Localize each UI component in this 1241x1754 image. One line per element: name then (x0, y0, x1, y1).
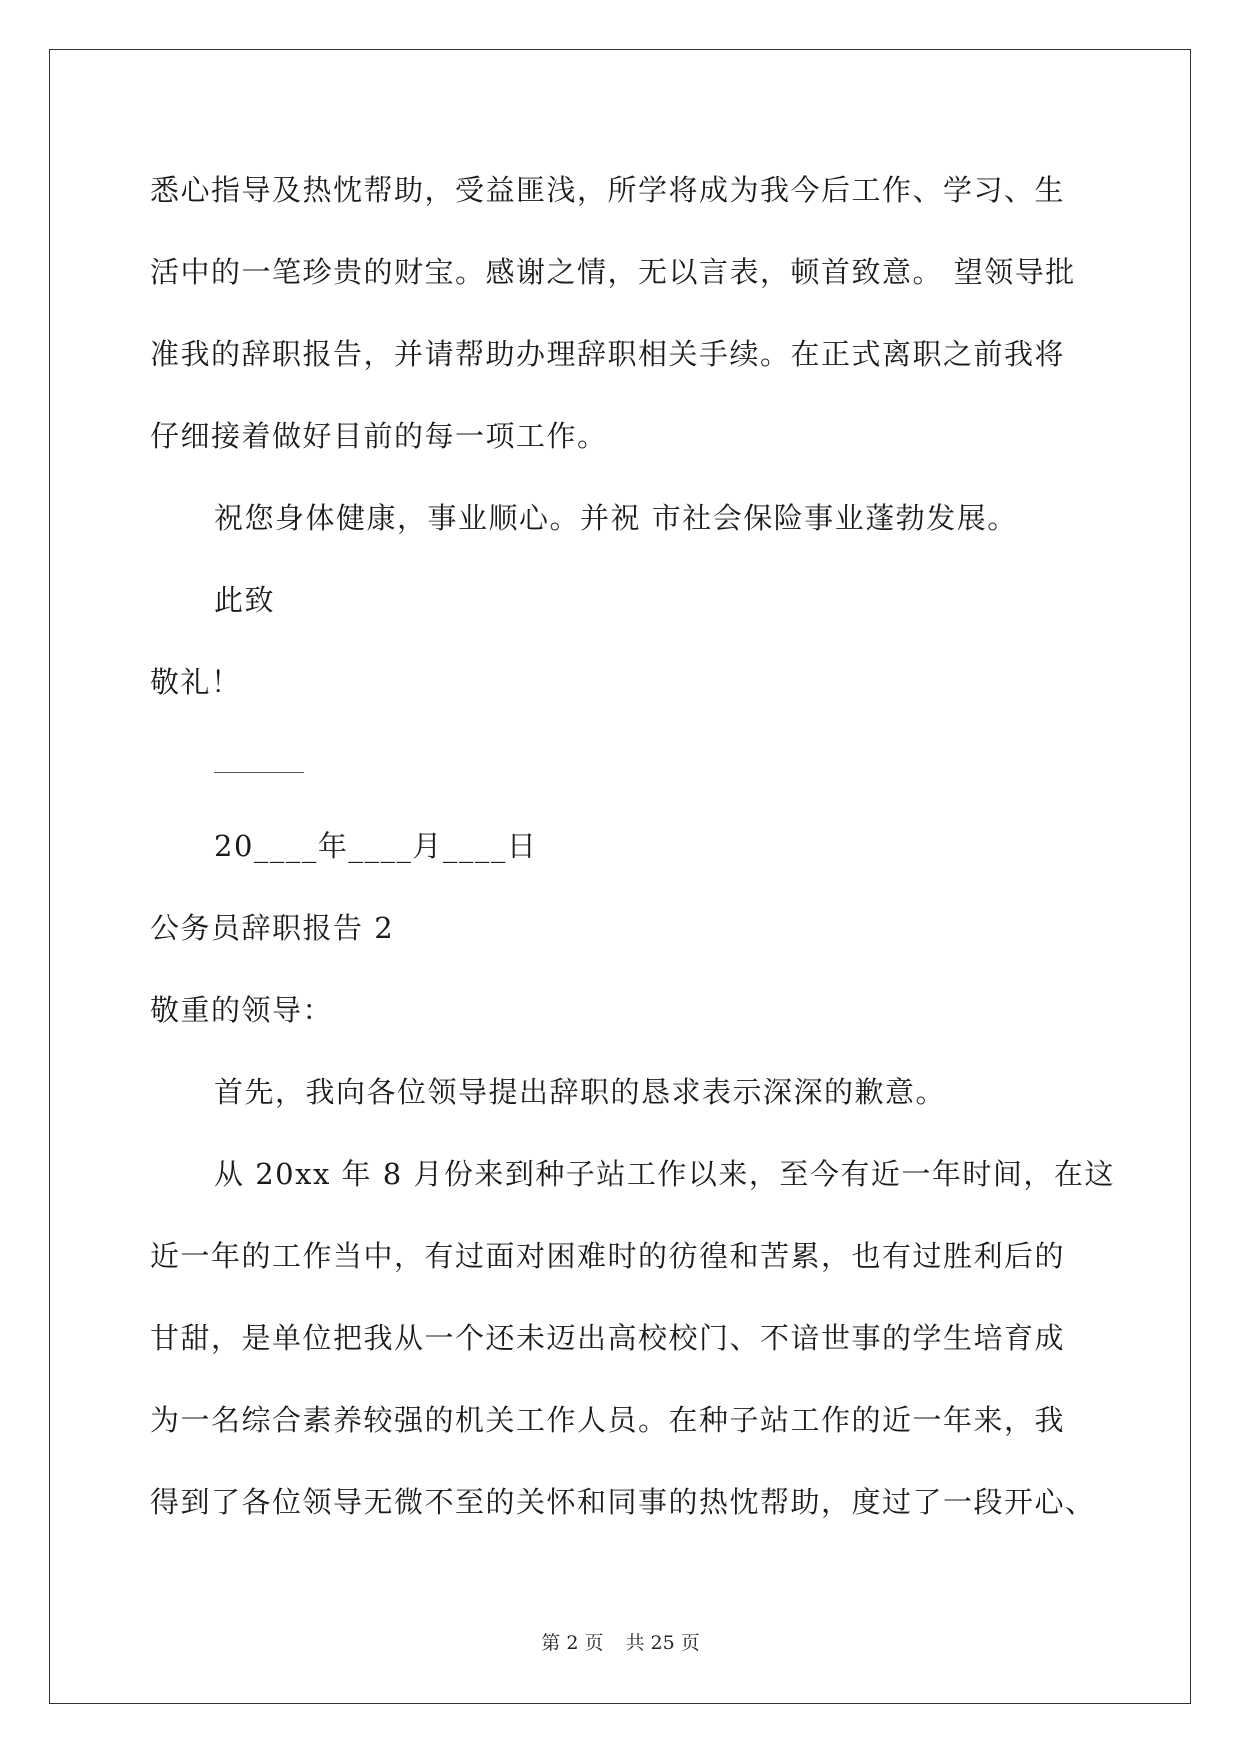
page-footer (0, 1631, 1241, 1655)
date-line: 20____年____月____日 (214, 829, 538, 863)
body-line: 活中的一笔珍贵的财宝。感谢之情，无以言表，顿首致意。 望领导批 (150, 255, 1076, 289)
greeting-line: 敬重的领导： (150, 993, 334, 1027)
body-line: 首先，我向各位领导提出辞职的恳求表示深深的歉意。 (214, 1075, 947, 1109)
body-line: 为一名综合素养较强的机关工作人员。在种子站工作的近一年来，我 (150, 1403, 1066, 1437)
closing-line: 此致 (214, 583, 276, 617)
body-line: 甘甜，是单位把我从一个还未迈出高校校门、不谙世事的学生培育成 (150, 1321, 1066, 1355)
body-line: 准我的辞职报告，并请帮助办理辞职相关手续。在正式离职之前我将 (150, 337, 1066, 371)
body-line: 从 20xx 年 8 月份来到种子站工作以来，至今有近一年时间，在这 (214, 1157, 1115, 1191)
body-line: 祝您身体健康，事业顺心。并祝 市社会保险事业蓬勃发展。 (214, 501, 1018, 535)
page-border (49, 49, 1191, 1704)
page-number: 第 2 页 (541, 1632, 604, 1654)
section-title: 公务员辞职报告 2 (150, 911, 395, 945)
page-total: 共 25 页 (625, 1632, 700, 1654)
body-line: 得到了各位领导无微不至的关怀和同事的热忱帮助，度过了一段开心、 (150, 1485, 1096, 1519)
body-line: 悉心指导及热忱帮助，受益匪浅，所学将成为我今后工作、学习、生 (150, 173, 1066, 207)
salutation-line: 敬礼！ (150, 665, 242, 699)
body-line: 仔细接着做好目前的每一项工作。 (150, 419, 608, 453)
signature-line (214, 772, 304, 773)
body-line: 近一年的工作当中，有过面对困难时的彷徨和苦累，也有过胜利后的 (150, 1239, 1066, 1273)
